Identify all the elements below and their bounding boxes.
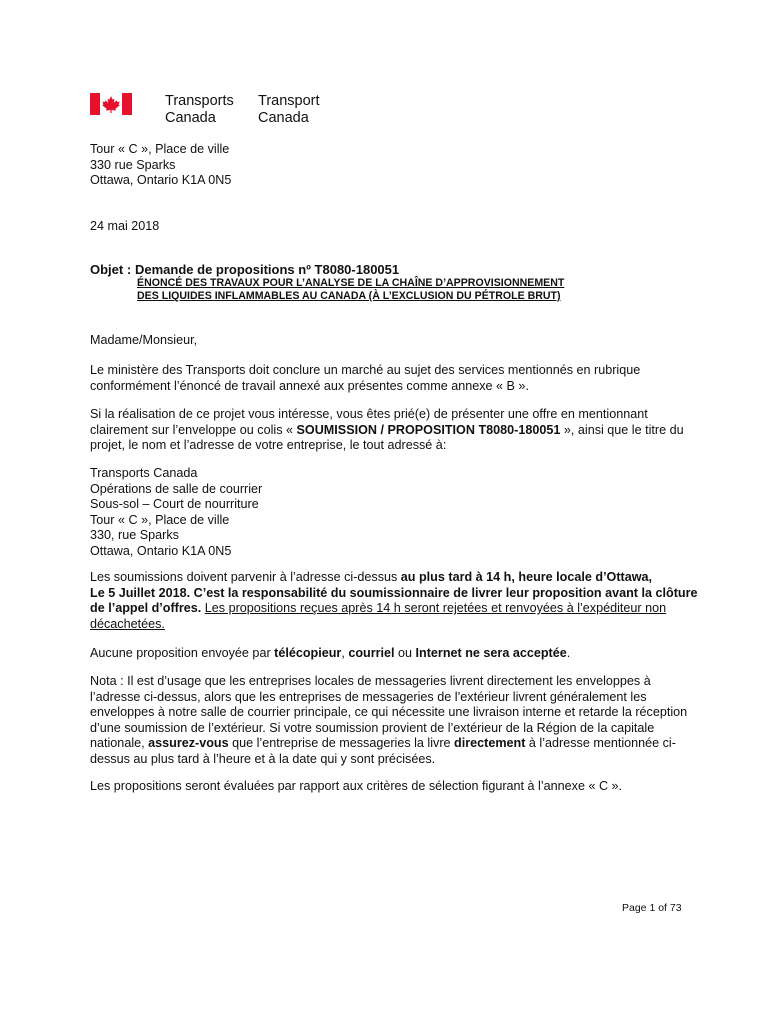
paragraph-note: Nota : Il est d’usage que les entreprises locales de messageries livrent directement les enveloppes à l’adresse ci-dessus, alors que les entreprises de messageries de l’extérieur livrent généralement les enveloppes à notre salle de courrier principale, ce qui nécessite une livraison interne et retarde la réception d’une soumission de l’extérieur. Si votre soumission provient de l’extérieur de la Région de la capitale nationale, assurez-vous que l’entreprise de messageries la livre directement à l’adresse mentionnée ci- dessus au plus tard à l’heure et à la date qui y sont précisées. bbox=[90, 674, 688, 766]
sender-address: Tour « C », Place de ville 330 rue Sparks Ottawa, Ontario K1A 0N5 bbox=[90, 142, 232, 187]
paragraph-evaluation: Les propositions seront évaluées par rapport aux critères de sélection figurant à l’annexe « C ». bbox=[90, 779, 623, 793]
page-number: Page 1 of 73 bbox=[622, 902, 682, 914]
salutation: Madame/Monsieur, bbox=[90, 333, 198, 347]
department-name-fr: Transports Canada bbox=[165, 93, 234, 126]
letter-date: 24 mai 2018 bbox=[90, 219, 160, 233]
paragraph-no-fax: Aucune proposition envoyée par télécopieur, courriel ou Internet ne sera acceptée. bbox=[90, 646, 571, 660]
canada-flag-icon bbox=[90, 93, 132, 115]
subject-title: Demande de propositions nº T8080-180051 bbox=[135, 262, 400, 277]
subject-label: Objet : bbox=[90, 262, 132, 277]
envelope-mention: SOUMISSION / PROPOSITION T8080-180051 bbox=[296, 422, 561, 437]
department-name-en: Transport Canada bbox=[258, 93, 320, 126]
subject-line-2: DES LIQUIDES INFLAMMABLES AU CANADA (À L’EXCLUSION DU PÉTROLE BRUT) bbox=[137, 290, 561, 302]
subject-line-1: ÉNONCÉ DES TRAVAUX POUR L’ANALYSE DE LA CHAÎNE D’APPROVISIONNEMENT bbox=[137, 277, 565, 289]
paragraph-intro: Le ministère des Transports doit conclure un marché au sujet des services mentionnés en rubrique conformément l’énoncé de travail annexé aux présentes comme annexe « B ». bbox=[90, 363, 641, 393]
paragraph-deadline: Les soumissions doivent parvenir à l’adresse ci-dessus au plus tard à 14 h, heure locale d’Ottawa, Le 5 Juillet 2018. C’est la responsabilité du soumissionnaire de livrer leur proposition avant la clôture de l’appel d’offres. Les propositions reçues après 14 h seront rejetées et renvoyées à l’expéditeur non décachetées. bbox=[90, 570, 698, 631]
recipient-address: Transports Canada Opérations de salle de courrier Sous-sol – Court de nourriture Tour « C », Place de ville 330, rue Sparks Ottawa, Ontario K1A 0N5 bbox=[90, 466, 263, 558]
paragraph-instructions: Si la réalisation de ce projet vous intéresse, vous êtes prié(e) de présenter une offre en mentionnant clairement sur l’enveloppe ou colis « SOUMISSION / PROPOSITION T8080-180051 », ainsi que le titre du projet, le nom et l’adresse de votre entreprise, le tout adressé à: bbox=[90, 407, 684, 452]
